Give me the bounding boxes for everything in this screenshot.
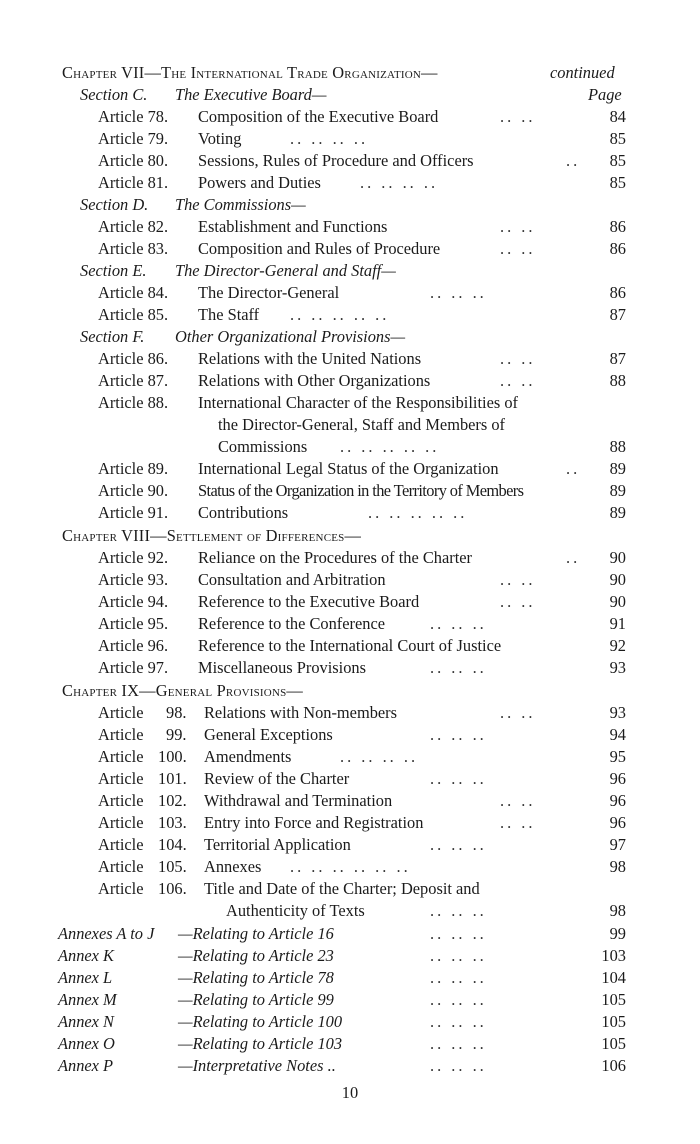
chapter-8-heading: Chapter VIII—Settlement of Differences—: [62, 526, 362, 545]
toc-entry: [0, 502, 700, 524]
section-f-prefix: Section F.: [80, 327, 145, 346]
article-number: 105.: [158, 857, 187, 876]
toc-entry: [0, 128, 700, 150]
article-label: Article 85.: [98, 305, 169, 324]
article-title: Miscellaneous Provisions: [198, 658, 366, 677]
leader-dots: .. ..: [500, 813, 536, 832]
annex-title: —Relating to Article 78: [178, 968, 334, 987]
article-number: 104.: [158, 835, 187, 854]
annex-entry: [0, 1033, 700, 1055]
article-label: Article: [98, 747, 144, 766]
section-f-title: Other Organizational Provisions—: [175, 327, 406, 346]
leader-dots: .. .. .. .. .. ..: [290, 857, 411, 876]
chapter-7-heading-line: [0, 62, 700, 84]
toc-entry: [0, 348, 700, 370]
page-column-label: Page: [588, 85, 622, 104]
article-label: Article: [98, 791, 144, 810]
article-title: Voting: [198, 129, 242, 148]
page-ref: 95: [609, 747, 626, 766]
article-title: International Legal Status of the Organization: [198, 459, 499, 478]
leader-dots: .. ..: [500, 371, 536, 390]
section-c-line: [0, 84, 700, 106]
article-label: Article 93.: [98, 570, 169, 589]
article-title: Withdrawal and Termination: [204, 791, 393, 810]
toc-entry: [0, 106, 700, 128]
leader-dots: .. ..: [500, 592, 536, 611]
leader-dots: .. .. ..: [430, 924, 487, 943]
article-title: Contributions: [198, 503, 289, 522]
article-label: Article: [98, 879, 144, 898]
page-ref: 90: [609, 548, 626, 567]
page-ref: 96: [609, 791, 626, 810]
leader-dots: .. ..: [500, 791, 536, 810]
section-e-prefix: Section E.: [80, 261, 147, 280]
leader-dots: .. ..: [500, 703, 536, 722]
leader-dots: .. .. ..: [430, 1012, 487, 1031]
leader-dots: .. .. ..: [430, 725, 487, 744]
article-number: 102.: [158, 791, 187, 810]
leader-dots: .. .. .. .. ..: [290, 305, 390, 324]
article-label: Article 90.: [98, 481, 169, 500]
annex-label: Annex O: [58, 1034, 115, 1053]
page-ref: 86: [609, 217, 626, 236]
toc-entry: [0, 370, 700, 392]
article-title: Reference to the Executive Board: [198, 592, 420, 611]
page-ref: 86: [609, 283, 626, 302]
page-ref: 86: [609, 239, 626, 258]
article-title-line2: the Director-General, Staff and Members of: [218, 415, 506, 434]
annex-label: Annex P: [58, 1056, 114, 1075]
page-ref: 89: [609, 481, 626, 500]
article-title: Status of the Organization in the Territory of Members: [198, 481, 524, 500]
article-label: Article 96.: [98, 636, 169, 655]
article-title: Reliance on the Procedures of the Charter: [198, 548, 472, 567]
leader-dots: .. .. ..: [430, 1034, 487, 1053]
toc-entry: [0, 702, 700, 724]
toc-entry: [0, 480, 700, 502]
article-label: Article: [98, 703, 144, 722]
page-ref: 105: [601, 1034, 626, 1053]
page-ref: 98: [609, 857, 626, 876]
article-title: Relations with the United Nations: [198, 349, 422, 368]
page-ref: 105: [601, 1012, 626, 1031]
article-title: Sessions, Rules of Procedure and Officers: [198, 151, 474, 170]
toc-entry: [0, 569, 700, 591]
toc-entry: [0, 812, 700, 834]
toc-entry-continued: [0, 414, 700, 436]
page-ref: 90: [609, 592, 626, 611]
section-d-prefix: Section D.: [80, 195, 149, 214]
page-number: 10: [341, 1083, 359, 1102]
article-title: International Character of the Responsibilities of: [198, 393, 518, 412]
annex-entry: [0, 967, 700, 989]
toc-entry: [0, 635, 700, 657]
section-e-title: The Director-General and Staff—: [175, 261, 396, 280]
annex-label: Annex N: [58, 1012, 114, 1031]
annex-label: Annex K: [58, 946, 114, 965]
article-number: 99.: [166, 725, 187, 744]
leader-dots: .. .. ..: [430, 614, 487, 633]
page-ref: 85: [609, 129, 626, 148]
chapter-9-heading: Chapter IX—General Provisions—: [62, 681, 303, 700]
annex-entry: [0, 945, 700, 967]
article-label: Article 79.: [98, 129, 169, 148]
toc-entry: [0, 304, 700, 326]
article-label: Article 94.: [98, 592, 169, 611]
article-label: Article 87.: [98, 371, 169, 390]
leader-dots: .. .. .. ..: [290, 129, 369, 148]
chapter-7-continued: continued: [550, 63, 615, 82]
toc-entry: [0, 613, 700, 635]
page-ref: 104: [601, 968, 626, 987]
article-title: Establishment and Functions: [198, 217, 388, 236]
article-label: Article: [98, 725, 144, 744]
page-ref: 93: [609, 658, 626, 677]
leader-dots: .. ..: [500, 349, 536, 368]
toc-entry: [0, 878, 700, 900]
article-number: 106.: [158, 879, 187, 898]
page-ref: 91: [609, 614, 626, 633]
leader-dots: .. .. ..: [430, 283, 487, 302]
leader-dots: .. .. ..: [430, 1056, 487, 1075]
toc-entry: [0, 724, 700, 746]
article-number: 100.: [158, 747, 187, 766]
leader-dots: .. .. ..: [430, 946, 487, 965]
annex-title: —Relating to Article 103: [178, 1034, 343, 1053]
leader-dots: .. ..: [500, 239, 536, 258]
toc-entry: [0, 591, 700, 613]
page-ref: 89: [609, 459, 626, 478]
article-title: Relations with Other Organizations: [198, 371, 431, 390]
annex-title: —Relating to Article 23: [178, 946, 334, 965]
page-ref: 90: [609, 570, 626, 589]
page-ref: 105: [601, 990, 626, 1009]
page-ref: 87: [609, 349, 626, 368]
page-ref: 84: [609, 107, 626, 126]
article-title: Powers and Duties: [198, 173, 321, 192]
article-label: Article 95.: [98, 614, 169, 633]
page-ref: 94: [609, 725, 626, 744]
section-f-line: [0, 326, 700, 348]
article-title: Review of the Charter: [204, 769, 350, 788]
page-ref: 85: [609, 173, 626, 192]
section-d-line: [0, 194, 700, 216]
page-ref: 88: [609, 371, 626, 390]
article-title: Consultation and Arbitration: [198, 570, 386, 589]
article-label: Article: [98, 835, 144, 854]
annex-entry: [0, 923, 700, 945]
leader-dots: .. ..: [500, 107, 536, 126]
article-label: Article: [98, 769, 144, 788]
leader-dots: .. ..: [500, 217, 536, 236]
article-label: Article 81.: [98, 173, 169, 192]
article-label: Article 88.: [98, 393, 169, 412]
article-label: Article 83.: [98, 239, 169, 258]
leader-dots: .. .. .. ..: [360, 173, 439, 192]
leader-dots: .. .. ..: [430, 901, 487, 920]
article-title-line3: Commissions: [218, 437, 308, 456]
toc-entry: [0, 790, 700, 812]
section-e-line: [0, 260, 700, 282]
page-ref: 96: [609, 813, 626, 832]
article-label: Article 82.: [98, 217, 169, 236]
page-number-line: [0, 1082, 700, 1104]
toc-entry-continued: [0, 436, 700, 458]
leader-dots: .. .. ..: [430, 769, 487, 788]
chapter-9-heading-line: [0, 680, 700, 702]
section-c-prefix: Section C.: [80, 85, 148, 104]
article-title: Reference to the Conference: [198, 614, 386, 633]
page-ref: 96: [609, 769, 626, 788]
article-label: Article 86.: [98, 349, 169, 368]
article-label: Article 80.: [98, 151, 169, 170]
page-ref: 106: [601, 1056, 626, 1075]
page-ref: 85: [609, 151, 626, 170]
page-ref: 99: [609, 924, 626, 943]
article-label: Article 92.: [98, 548, 169, 567]
leader-dots: ..: [566, 548, 581, 567]
page-ref: 87: [609, 305, 626, 324]
toc-entry: [0, 834, 700, 856]
annex-entry: [0, 989, 700, 1011]
leader-dots: .. .. ..: [430, 968, 487, 987]
toc-entry: [0, 458, 700, 480]
leader-dots: ..: [566, 151, 581, 170]
toc-entry: [0, 150, 700, 172]
section-d-title: The Commissions—: [175, 195, 306, 214]
article-number: 98.: [166, 703, 187, 722]
toc-entry: [0, 282, 700, 304]
article-title: General Exceptions: [204, 725, 333, 744]
leader-dots: .. .. ..: [430, 835, 487, 854]
toc-entry: [0, 768, 700, 790]
article-label: Article 91.: [98, 503, 169, 522]
annex-title: —Relating to Article 99: [178, 990, 334, 1009]
toc-entry: [0, 657, 700, 679]
toc-entry: [0, 216, 700, 238]
toc-entry: [0, 392, 700, 414]
annex-title: —Interpretative Notes ..: [178, 1056, 336, 1075]
annex-label: Annex L: [58, 968, 113, 987]
article-title: The Director-General: [198, 283, 340, 302]
article-title: Annexes: [204, 857, 262, 876]
toc-entry: [0, 856, 700, 878]
article-title: Composition and Rules of Procedure: [198, 239, 441, 258]
section-c-title: The Executive Board—: [175, 85, 327, 104]
article-title: Entry into Force and Registration: [204, 813, 424, 832]
page-ref: 89: [609, 503, 626, 522]
chapter-7-heading: Chapter VII—The International Trade Organization—: [62, 63, 438, 82]
article-number: 101.: [158, 769, 187, 788]
article-title: Reference to the International Court of Justice: [198, 636, 502, 655]
leader-dots: .. .. ..: [430, 658, 487, 677]
page-ref: 98: [609, 901, 626, 920]
article-label: Article: [98, 813, 144, 832]
leader-dots: .. .. .. .. ..: [368, 503, 468, 522]
article-title: Title and Date of the Charter; Deposit and: [204, 879, 480, 898]
annex-title: —Relating to Article 16: [178, 924, 334, 943]
article-label: Article 89.: [98, 459, 169, 478]
page-ref: 103: [601, 946, 626, 965]
page-ref: 97: [609, 835, 626, 854]
article-number: 103.: [158, 813, 187, 832]
toc-entry: [0, 238, 700, 260]
article-label: Article 78.: [98, 107, 169, 126]
toc-entry: [0, 547, 700, 569]
article-title: Relations with Non-members: [204, 703, 398, 722]
leader-dots: .. ..: [500, 570, 536, 589]
toc-entry: [0, 746, 700, 768]
article-label: Article 84.: [98, 283, 169, 302]
article-label: Article 97.: [98, 658, 169, 677]
leader-dots: .. .. .. ..: [340, 747, 419, 766]
article-title-line2: Authenticity of Texts: [226, 901, 365, 920]
toc-entry: [0, 172, 700, 194]
article-title: Territorial Application: [204, 835, 351, 854]
chapter-8-heading-line: [0, 525, 700, 547]
leader-dots: .. .. .. .. ..: [340, 437, 440, 456]
toc-entry-continued: [0, 900, 700, 922]
leader-dots: ..: [566, 459, 581, 478]
annex-entry: [0, 1011, 700, 1033]
article-title: The Staff: [198, 305, 260, 324]
annex-entry: [0, 1055, 700, 1077]
annex-label: Annexes A to J: [58, 924, 155, 943]
article-title: Amendments: [204, 747, 292, 766]
article-label: Article: [98, 857, 144, 876]
leader-dots: .. .. ..: [430, 990, 487, 1009]
page-ref: 93: [609, 703, 626, 722]
annex-title: —Relating to Article 100: [178, 1012, 343, 1031]
annex-label: Annex M: [58, 990, 117, 1009]
article-title: Composition of the Executive Board: [198, 107, 439, 126]
page-ref: 88: [609, 437, 626, 456]
page-ref: 92: [609, 636, 626, 655]
